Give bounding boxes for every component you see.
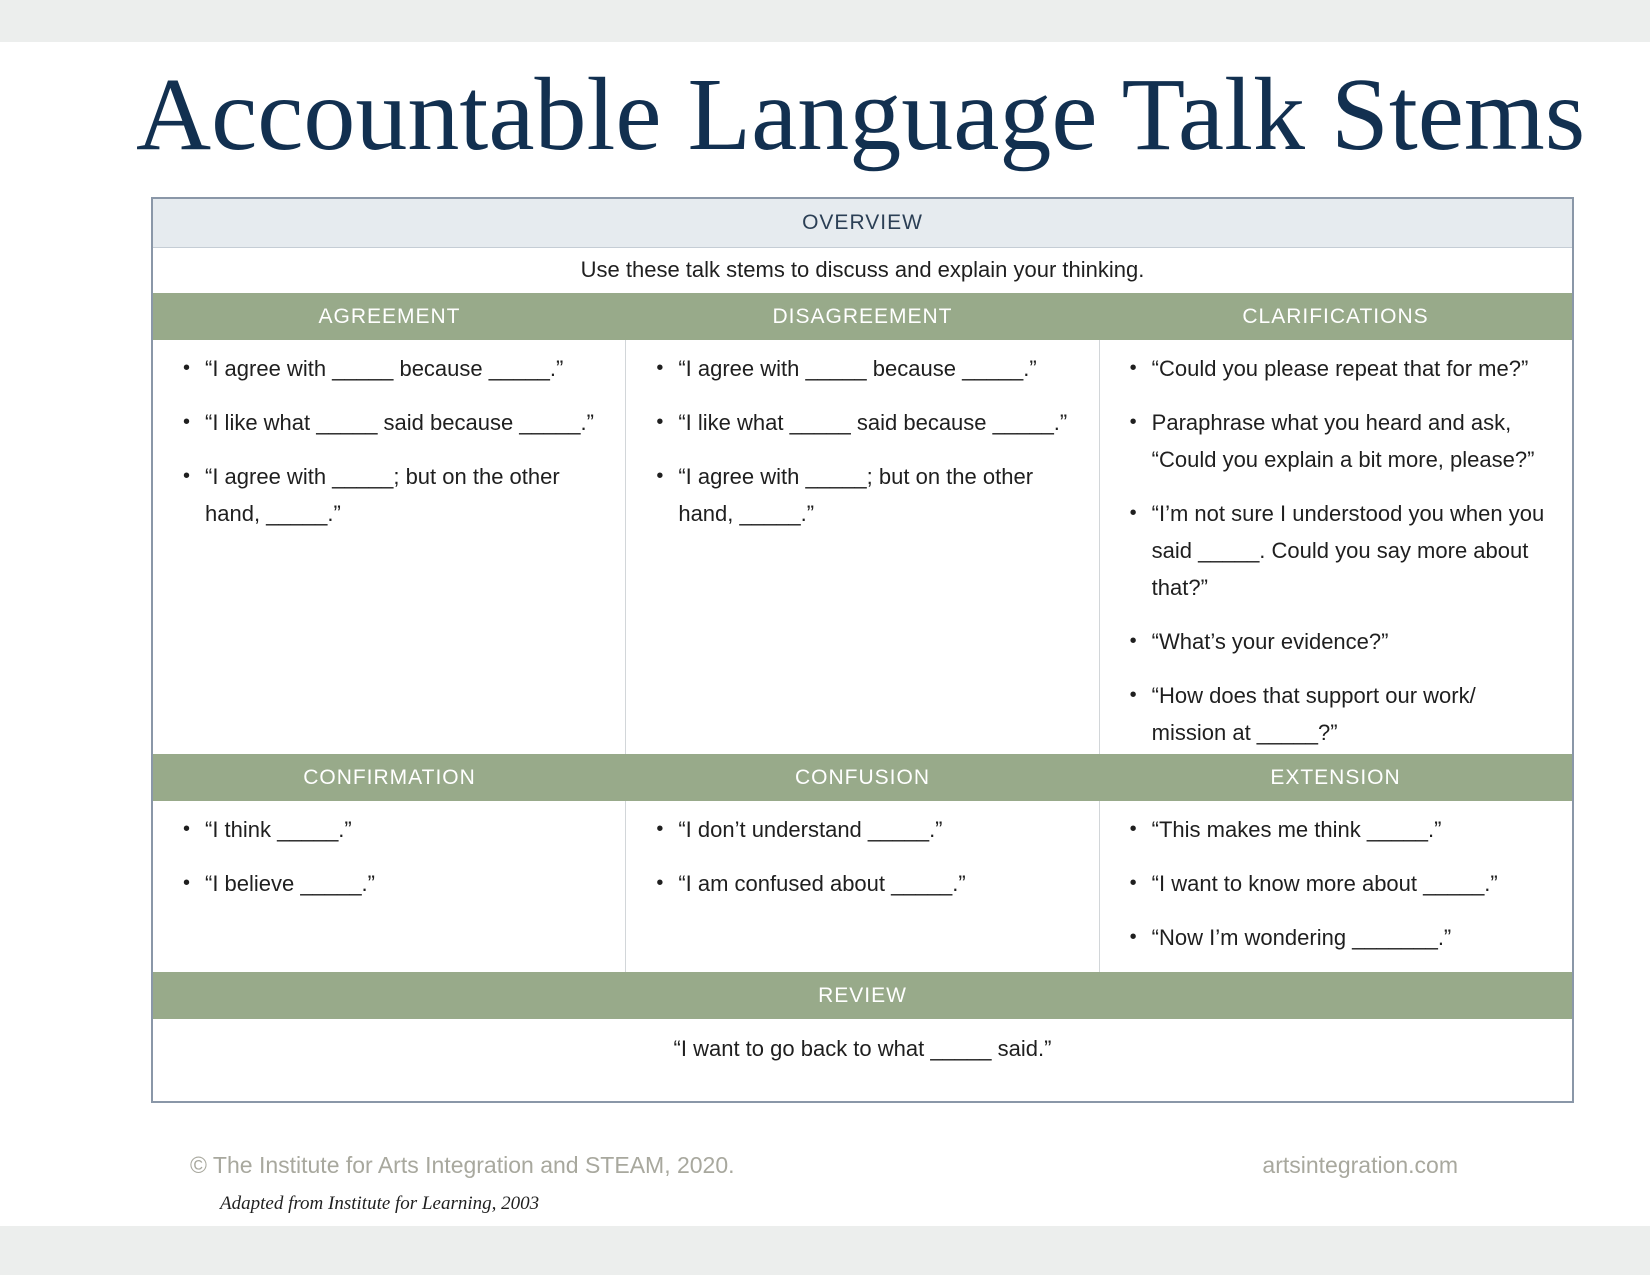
list-item: • “I want to know more about _____.” <box>1130 865 1548 902</box>
top-section-body <box>153 340 1572 754</box>
clarifications-column <box>1100 340 1572 754</box>
confusion-heading: CONFUSION <box>795 765 930 789</box>
confirmation-heading: CONFIRMATION <box>303 765 476 789</box>
review-heading: REVIEW <box>818 983 907 1007</box>
bottom-section-body <box>153 801 1572 972</box>
extension-column <box>1100 801 1572 972</box>
list-item: • “Now I’m wondering _______.” <box>1130 919 1548 956</box>
list-item: • Paraphrase what you heard and ask, “Could you explain a bit more, please?” <box>1130 404 1548 478</box>
website-link[interactable]: artsintegration.com <box>1262 1152 1458 1178</box>
disagreement-heading: DISAGREEMENT <box>772 304 953 328</box>
confusion-column <box>626 801 1099 972</box>
list-item: • “I am confused about _____.” <box>656 865 1074 902</box>
list-item: • “Could you please repeat that for me?” <box>1130 350 1548 387</box>
list-item: • “What’s your evidence?” <box>1130 623 1548 660</box>
list-item: • “I think _____.” <box>183 811 601 848</box>
list-item: • “I agree with _____ because _____.” <box>183 350 601 387</box>
list-item: • “I agree with _____; but on the other hand, _____.” <box>183 458 601 532</box>
talk-stems-table <box>151 197 1574 1103</box>
confirmation-column <box>153 801 626 972</box>
extension-heading: EXTENSION <box>1270 765 1401 789</box>
clarifications-heading: CLARIFICATIONS <box>1242 304 1429 328</box>
bottom-section-headings <box>153 754 1572 801</box>
list-item: • “This makes me think _____.” <box>1130 811 1548 848</box>
review-heading-bar <box>153 972 1572 1019</box>
top-band <box>0 0 1650 42</box>
disagreement-column <box>626 340 1099 754</box>
list-item: • “I believe _____.” <box>183 865 601 902</box>
review-text: “I want to go back to what _____ said.” <box>673 1036 1052 1061</box>
overview-heading: OVERVIEW <box>153 199 1572 248</box>
overview-text: Use these talk stems to discuss and explain your thinking. <box>580 257 1145 282</box>
list-item: • “I don’t understand _____.” <box>656 811 1074 848</box>
copyright-text: © The Institute for Arts Integration and STEAM, 2020. <box>190 1152 735 1178</box>
list-item: • “How does that support our work/ mission at _____?” <box>1130 677 1548 751</box>
list-item: • “I agree with _____ because _____.” <box>656 350 1074 387</box>
adapted-credit: Adapted from Institute for Learning, 2003 <box>220 1193 540 1214</box>
list-item: • “I agree with _____; but on the other hand, _____.” <box>656 458 1074 532</box>
list-item: • “I like what _____ said because _____.” <box>656 404 1074 441</box>
list-item: • “I like what _____ said because _____.” <box>183 404 601 441</box>
top-section-headings <box>153 293 1572 340</box>
page-title: Accountable Language Talk Stems <box>136 57 1586 172</box>
list-item: • “I’m not sure I understood you when you said _____. Could you say more about that?” <box>1130 495 1548 606</box>
agreement-heading: AGREEMENT <box>318 304 461 328</box>
bottom-band <box>0 1226 1650 1275</box>
agreement-column <box>153 340 626 754</box>
